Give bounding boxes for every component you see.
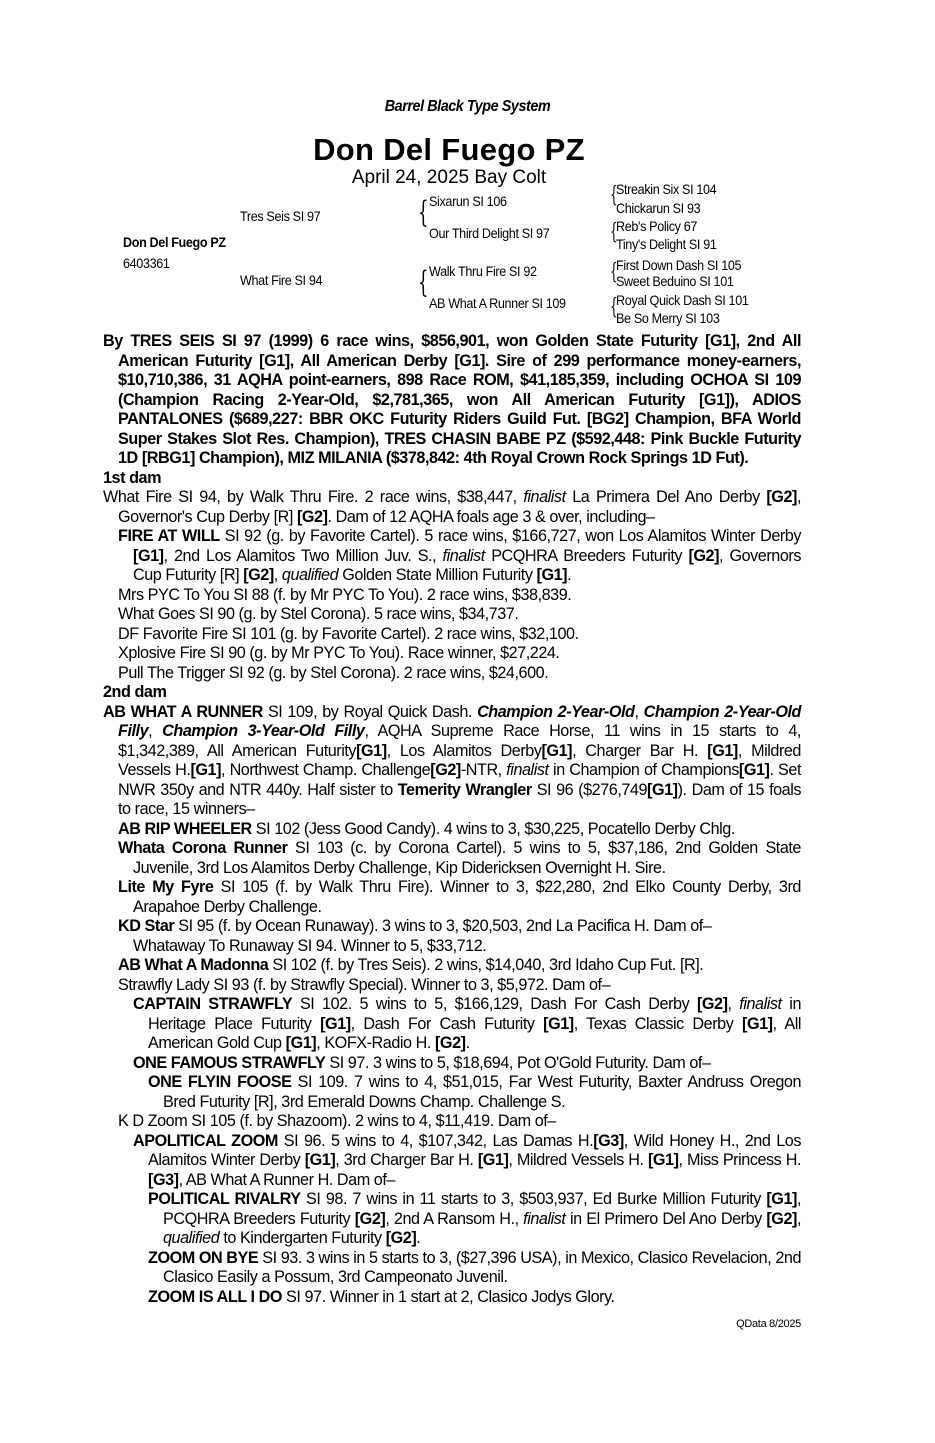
brace-icon: { xyxy=(610,220,618,245)
text-run: , Texas Classic Derby xyxy=(573,1014,742,1033)
bold-text: KD Star xyxy=(118,917,175,935)
text-run: . xyxy=(416,1229,421,1247)
produce-entry xyxy=(103,1054,801,1074)
text-run: ). Dam of 15 foals to race, 15 winners– xyxy=(118,780,802,818)
produce-entry xyxy=(103,956,801,976)
text-run: SI 109, by Royal Quick Dash. xyxy=(262,702,478,721)
bold-text: [G1] xyxy=(536,566,568,584)
produce-entry xyxy=(103,976,801,996)
bold-text: ONE FAMOUS STRAWFLY xyxy=(133,1053,326,1072)
bold-text: [G2] xyxy=(766,488,797,506)
bold-text: Temerity Wrangler xyxy=(397,780,532,799)
produce-entry xyxy=(103,1249,801,1288)
horse-name-title: Don Del Fuego PZ xyxy=(313,132,585,167)
bold-text: [G1] xyxy=(356,741,387,760)
produce-entry xyxy=(103,995,801,1054)
bold-text: [G1] xyxy=(742,1014,773,1033)
produce-entry xyxy=(103,820,801,840)
text-run: , xyxy=(727,995,740,1013)
text-run: , Dash For Cash Futurity xyxy=(350,1014,544,1033)
bold-text: [G1] xyxy=(285,1034,317,1052)
data-source-credit: QData 8/2025 xyxy=(736,1318,801,1330)
bold-text: AB WHAT A RUNNER xyxy=(103,702,263,721)
text-run: DF Favorite Fire SI 101 (g. by Favorite Cartel). 2 race wins, $32,100. xyxy=(118,624,579,643)
brace-icon: { xyxy=(610,183,618,208)
text-run: SI 103 (c. by Corona Cartel). 5 wins to 5, $37,186, 2nd Golden State Juvenile, 3rd Los Alamitos Derby Challenge, Kip Didericksen Overnight H. Sire. xyxy=(133,839,801,877)
pedigree-gen3: First Down Dash SI 105 xyxy=(616,257,742,273)
foaling-info: April 24, 2025 Bay Colt xyxy=(351,167,547,188)
text-run: , Mildred Vessels H. xyxy=(508,1151,648,1169)
catalog-paragraph xyxy=(103,332,801,469)
bold-text: [G1] xyxy=(320,1014,351,1033)
text-run: SI 96 ($276,749 xyxy=(531,780,648,799)
produce-entry xyxy=(103,605,801,625)
bold-text: [G1] xyxy=(707,741,738,760)
text-run: , PCQHRA Breeders Futurity xyxy=(163,1190,801,1228)
text-run: What Goes SI 90 (g. by Stel Corona). 5 race wins, $34,737. xyxy=(118,605,519,623)
italic-text: qualified xyxy=(281,566,339,584)
text-run: , 3rd Charger Bar H. xyxy=(335,1151,478,1169)
text-run: , Charger Bar H. xyxy=(572,741,708,760)
text-run: , 2nd A Ransom H., xyxy=(385,1209,524,1228)
text-run: . xyxy=(465,1034,470,1052)
section-heading: 1st dam xyxy=(103,468,162,487)
pedigree-gen3: Streakin Six SI 104 xyxy=(616,181,717,197)
pedigree-gen3: Chickarun SI 93 xyxy=(616,200,701,216)
bold-text: AB RIP WHEELER xyxy=(118,819,252,838)
text-run: What Fire SI 94, by Walk Thru Fire. 2 race wins, $38,447, xyxy=(103,488,524,506)
bold-italic-text: Champion 2-Year-Old xyxy=(477,702,635,721)
bold-text: ONE FLYIN FOOSE xyxy=(148,1073,292,1091)
text-run: Pull The Trigger SI 92 (g. by Stel Corona). 2 race wins, $24,600. xyxy=(118,663,549,682)
produce-entry xyxy=(103,1190,801,1249)
bold-text: [G1] xyxy=(766,1190,797,1208)
bold-text: [G2] xyxy=(354,1209,386,1228)
bold-text: [G2] xyxy=(385,1229,417,1247)
text-run: -NTR, xyxy=(460,761,507,779)
bold-text: [G3] xyxy=(593,1131,624,1150)
bold-text: [G1] xyxy=(190,761,222,779)
bold-text: [G2] xyxy=(430,761,461,779)
text-run: SI 96. 5 wins to 4, $107,342, Las Damas H. xyxy=(277,1131,594,1150)
text-run: , Mildred Vessels H. xyxy=(118,741,801,779)
bold-text: [G2] xyxy=(243,566,274,584)
text-run: SI 98. 7 wins in 11 starts to 3, $503,937, Ed Burke Million Futurity xyxy=(300,1190,767,1208)
italic-text: finalist xyxy=(523,488,566,506)
italic-text: finalist xyxy=(442,546,485,565)
bold-text: ZOOM ON BYE xyxy=(148,1248,259,1267)
bold-text: FIRE AT WILL xyxy=(118,527,220,545)
pedigree-subject-name: Don Del Fuego PZ xyxy=(123,234,226,250)
bold-text: [G2] xyxy=(696,995,728,1013)
pedigree-dam-sire: Walk Thru Fire SI 92 xyxy=(429,263,537,279)
brace-icon: { xyxy=(610,260,618,285)
text-run: Strawfly Lady SI 93 (f. by Strawfly Special). Winner to 3, $5,972. Dam of– xyxy=(118,975,611,994)
produce-entry xyxy=(103,917,801,937)
produce-entry xyxy=(103,664,801,684)
text-run: , All American Gold Cup xyxy=(148,1014,802,1052)
pedigree-gen3: Reb's Policy 67 xyxy=(616,218,698,234)
bold-text: POLITICAL RIVALRY xyxy=(148,1190,301,1208)
text-run: K D Zoom SI 105 (f. by Shazoom). 2 wins to 4, $11,419. Dam of– xyxy=(118,1112,556,1130)
text-run: in Champion of Champions xyxy=(548,761,739,779)
text-run: PCQHRA Breeders Futurity xyxy=(484,546,689,565)
produce-entry xyxy=(103,586,801,606)
produce-entry xyxy=(103,878,801,917)
bold-text: [G1] xyxy=(477,1151,509,1169)
bold-text: [G2] xyxy=(766,1209,797,1228)
bold-italic-text: Champion 3-Year-Old Filly xyxy=(162,722,365,740)
pedigree-sire-dam: Our Third Delight SI 97 xyxy=(429,225,550,241)
pedigree-gen3: Sweet Beduino SI 101 xyxy=(616,273,734,289)
text-run: SI 102. 5 wins to 5, $166,129, Dash For Cash Derby xyxy=(292,995,697,1013)
bold-text: [G1] xyxy=(541,741,573,760)
text-run: , KOFX-Radio H. xyxy=(316,1034,435,1052)
text-run: Mrs PYC To You SI 88 (f. by Mr PYC To You). 2 race wins, $38,839. xyxy=(118,585,572,604)
text-run: , Miss Princess H. xyxy=(678,1151,801,1169)
text-run: , Governors Cup Futurity [R] xyxy=(133,546,801,584)
bold-text: [G3] xyxy=(148,1170,179,1189)
produce-entry xyxy=(103,527,801,586)
text-run: SI 102 (f. by Tres Seis). 2 wins, $14,040, 3rd Idaho Cup Fut. [R]. xyxy=(268,956,704,974)
text-run: . Dam of 12 AQHA foals age 3 & over, including– xyxy=(327,507,655,526)
bold-text: [G1] xyxy=(304,1151,336,1169)
bold-text: [G1] xyxy=(543,1014,574,1033)
pedigree-gen3: Be So Merry SI 103 xyxy=(616,310,720,326)
text-run: , 2nd Los Alamitos Two Million Juv. S., xyxy=(163,546,443,565)
catalog-paragraph xyxy=(103,488,801,527)
text-run: , xyxy=(148,722,163,740)
text-run: , xyxy=(273,566,282,584)
bold-text: CAPTAIN STRAWFLY xyxy=(133,995,293,1013)
bold-text: [G2] xyxy=(296,507,328,526)
bold-italic-text: Champion 2-Year-Old Filly xyxy=(118,702,801,740)
bold-text: ZOOM IS ALL I DO xyxy=(148,1287,282,1306)
pedigree-gen3: Royal Quick Dash SI 101 xyxy=(616,292,749,308)
brace-icon: { xyxy=(418,265,429,300)
text-run: Whataway To Runaway SI 94. Winner to 5, $33,712. xyxy=(133,936,487,955)
bold-text: By TRES SEIS SI 97 (1999) 6 race wins, $856,901, won Golden State Futurity [G1], 2nd All American Futurity [G1], All American Derby [G1]. Sire of 299 performance money-earners, $10,710,386, 31 AQHA point-earners, 898 Race ROM, $41,185,359, including OCHOA SI 109 (Champion Racing 2-Year-Old, $2,781,365, won All American Futurity [G1]), ADIOS PANTALONES ($689,227: BBR OKC Futurity Riders Guild Fut. [BG2] Champion, BFA World Super Stakes Slot Res. Champion), TRES CHASIN BABE PZ ($592,448: Pink Buckle Futurity 1D [RBG1] Champion), MIZ MILANIA ($378,842: 4th Royal Crown Rock Springs 1D Fut). xyxy=(103,332,801,467)
produce-entry xyxy=(103,1132,801,1191)
produce-entry xyxy=(103,625,801,645)
text-run: Xplosive Fire SI 90 (g. by Mr PYC To You). Race winner, $27,224. xyxy=(118,644,560,662)
brace-icon: { xyxy=(418,195,429,230)
report-series-title: Barrel Black Type System xyxy=(384,98,551,115)
pedigree-dam-dam: AB What A Runner SI 109 xyxy=(429,295,566,311)
italic-text: finalist xyxy=(739,995,782,1013)
produce-entry xyxy=(103,1073,801,1112)
text-run: Golden State Million Futurity xyxy=(338,566,537,584)
bold-text: [G1] xyxy=(133,546,164,565)
text-run: SI 109. 7 wins to 4, $51,015, Far West Futurity, Baxter Andruss Oregon Bred Futurity [R], 3rd Emerald Downs Champ. Challenge S. xyxy=(163,1073,801,1111)
text-run: , Northwest Champ. Challenge xyxy=(221,761,431,779)
bold-text: [G2] xyxy=(688,546,720,565)
bold-text: AB What A Madonna xyxy=(118,956,269,974)
pedigree-dam: What Fire SI 94 xyxy=(240,272,323,288)
text-run: . xyxy=(567,566,572,584)
produce-entry xyxy=(103,644,801,664)
italic-text: qualified xyxy=(163,1229,220,1247)
text-run: , Governor's Cup Derby [R] xyxy=(118,488,801,526)
text-run: , AB What A Runner H. Dam of– xyxy=(178,1170,395,1189)
text-run: , Los Alamitos Derby xyxy=(386,741,542,760)
text-run: SI 95 (f. by Ocean Runaway). 3 wins to 3, $20,503, 2nd La Pacifica H. Dam of– xyxy=(174,917,712,935)
produce-entry xyxy=(103,839,801,878)
bold-text: [G2] xyxy=(434,1034,466,1052)
text-run: SI 97. 3 wins to 5, $18,694, Pot O'Gold Futurity. Dam of– xyxy=(325,1053,711,1072)
text-run: , AQHA Supreme Race Horse, 11 wins in 15 starts to 4, $1,342,389, All American Futurity xyxy=(118,722,801,760)
registration-number: 6403361 xyxy=(123,255,170,271)
text-run: in El Primero Del Ano Derby xyxy=(565,1209,767,1228)
italic-text: finalist xyxy=(506,761,549,779)
catalog-paragraph xyxy=(103,703,801,820)
bold-text: Whata Corona Runner xyxy=(118,839,288,857)
bold-text: [G1] xyxy=(738,761,770,779)
text-run: to Kindergarten Futurity xyxy=(219,1229,386,1247)
text-run: , xyxy=(634,702,644,721)
section-heading: 2nd dam xyxy=(103,683,167,701)
brace-icon: { xyxy=(610,295,618,320)
text-run: . Set NWR 350y and NTR 440y. Half sister to xyxy=(118,761,801,799)
text-run: SI 92 (g. by Favorite Cartel). 5 race wins, $166,727, won Los Alamitos Winter Derby xyxy=(219,527,802,545)
text-run: SI 102 (Jess Good Candy). 4 wins to 3, $30,225, Pocatello Derby Chlg. xyxy=(251,819,735,838)
text-run: , xyxy=(796,1209,801,1228)
text-run: La Primera Del Ano Derby xyxy=(565,488,767,506)
text-run: SI 105 (f. by Walk Thru Fire). Winner to 3, $22,280, 2nd Elko County Derby, 3rd Arapahoe Derby Challenge. xyxy=(133,878,801,916)
bold-text: [G1] xyxy=(647,780,678,799)
bold-text: APOLITICAL ZOOM xyxy=(133,1131,278,1150)
text-run: SI 97. Winner in 1 start at 2, Clasico Jodys Glory. xyxy=(282,1287,615,1306)
catalog-page-body xyxy=(103,332,801,1307)
produce-entry xyxy=(103,937,801,957)
italic-text: finalist xyxy=(523,1209,566,1228)
produce-entry xyxy=(103,1112,801,1132)
pedigree-sire-sire: Sixarun SI 106 xyxy=(429,193,507,209)
pedigree-gen3: Tiny's Delight SI 91 xyxy=(616,236,717,252)
bold-text: [G1] xyxy=(647,1151,679,1169)
text-run: , Wild Honey H., 2nd Los Alamitos Winter Derby xyxy=(148,1131,801,1169)
text-run: SI 93. 3 wins in 5 starts to 3, ($27,396 USA), in Mexico, Clasico Revelacion, 2nd Clasico Easily a Possum, 3rd Campeonato Juvenil. xyxy=(163,1248,801,1286)
pedigree-sire: Tres Seis SI 97 xyxy=(240,208,321,224)
produce-entry xyxy=(103,1288,801,1308)
text-run: in Heritage Place Futurity xyxy=(148,995,801,1033)
bold-text: Lite My Fyre xyxy=(118,878,214,896)
